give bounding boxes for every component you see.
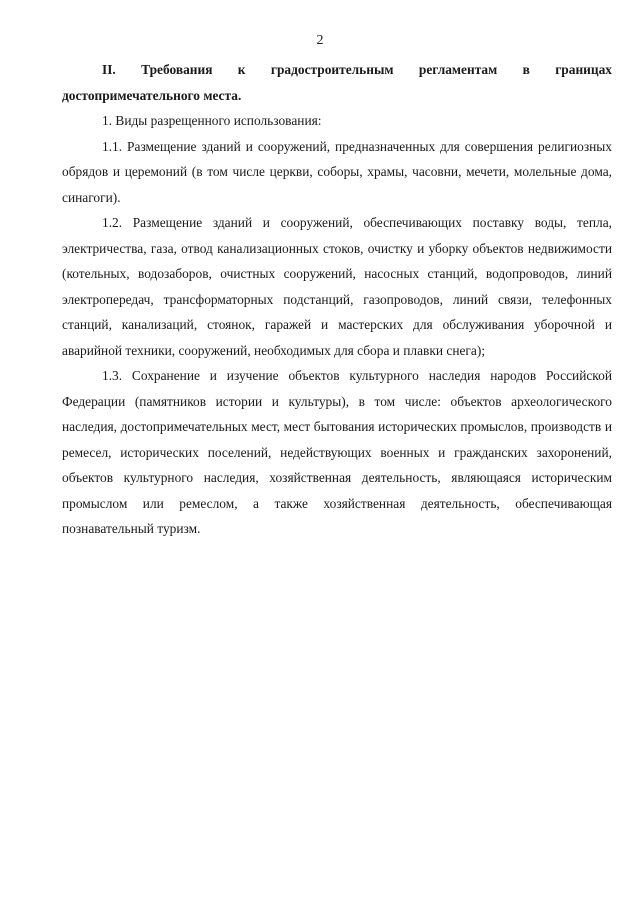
paragraph-permitted-uses: 1. Виды разрещенного использования:	[102, 113, 322, 128]
paragraph-utilities: 1.2. Размещение зданий и сооружений, обеспечивающих поставку воды, тепла, электричества, газа, отвод канализационных стоков, очистку и уборку объектов недвижимости (котельных, водозаборов, очистных сооружений, насосных станций, водопроводов, линий электропередач, трансформаторных подстанций, газопроводов, линий связи, телефонных станций, канализаций, стоянок, гаражей и мастерских для обслуживания уборочной и аварийной техники, сооружений, необходимых для сбора и плавки снега);	[62, 215, 612, 358]
page-number: 2	[316, 33, 324, 48]
paragraph-religious-buildings: 1.1. Размещение зданий и сооружений, предназначенных для совершения религиозных обрядов и церемоний (в том числе церкви, соборы, храмы, часовни, мечети, молельные дома, синагоги).	[62, 138, 612, 205]
section-heading: II. Требования к градостроительным регламентам в границах достопримечательного места.	[62, 62, 612, 103]
document-body	[62, 57, 612, 542]
paragraph-cultural-heritage: 1.3. Сохранение и изучение объектов культурного наследия народов Российской Федерации (памятников истории и культуры), в том числе: объектов археологического наследия, достопримечательных мест, мест бытования исторических промыслов, производств и ремесел, исторических поселений, недействующих военных и гражданских захоронений, объектов культурного наследия, хозяйственная деятельность, являющаяся историческим промыслом или ремеслом, а также хозяйственная деятельность, обеспечивающая познавательный туризм.	[62, 368, 612, 536]
